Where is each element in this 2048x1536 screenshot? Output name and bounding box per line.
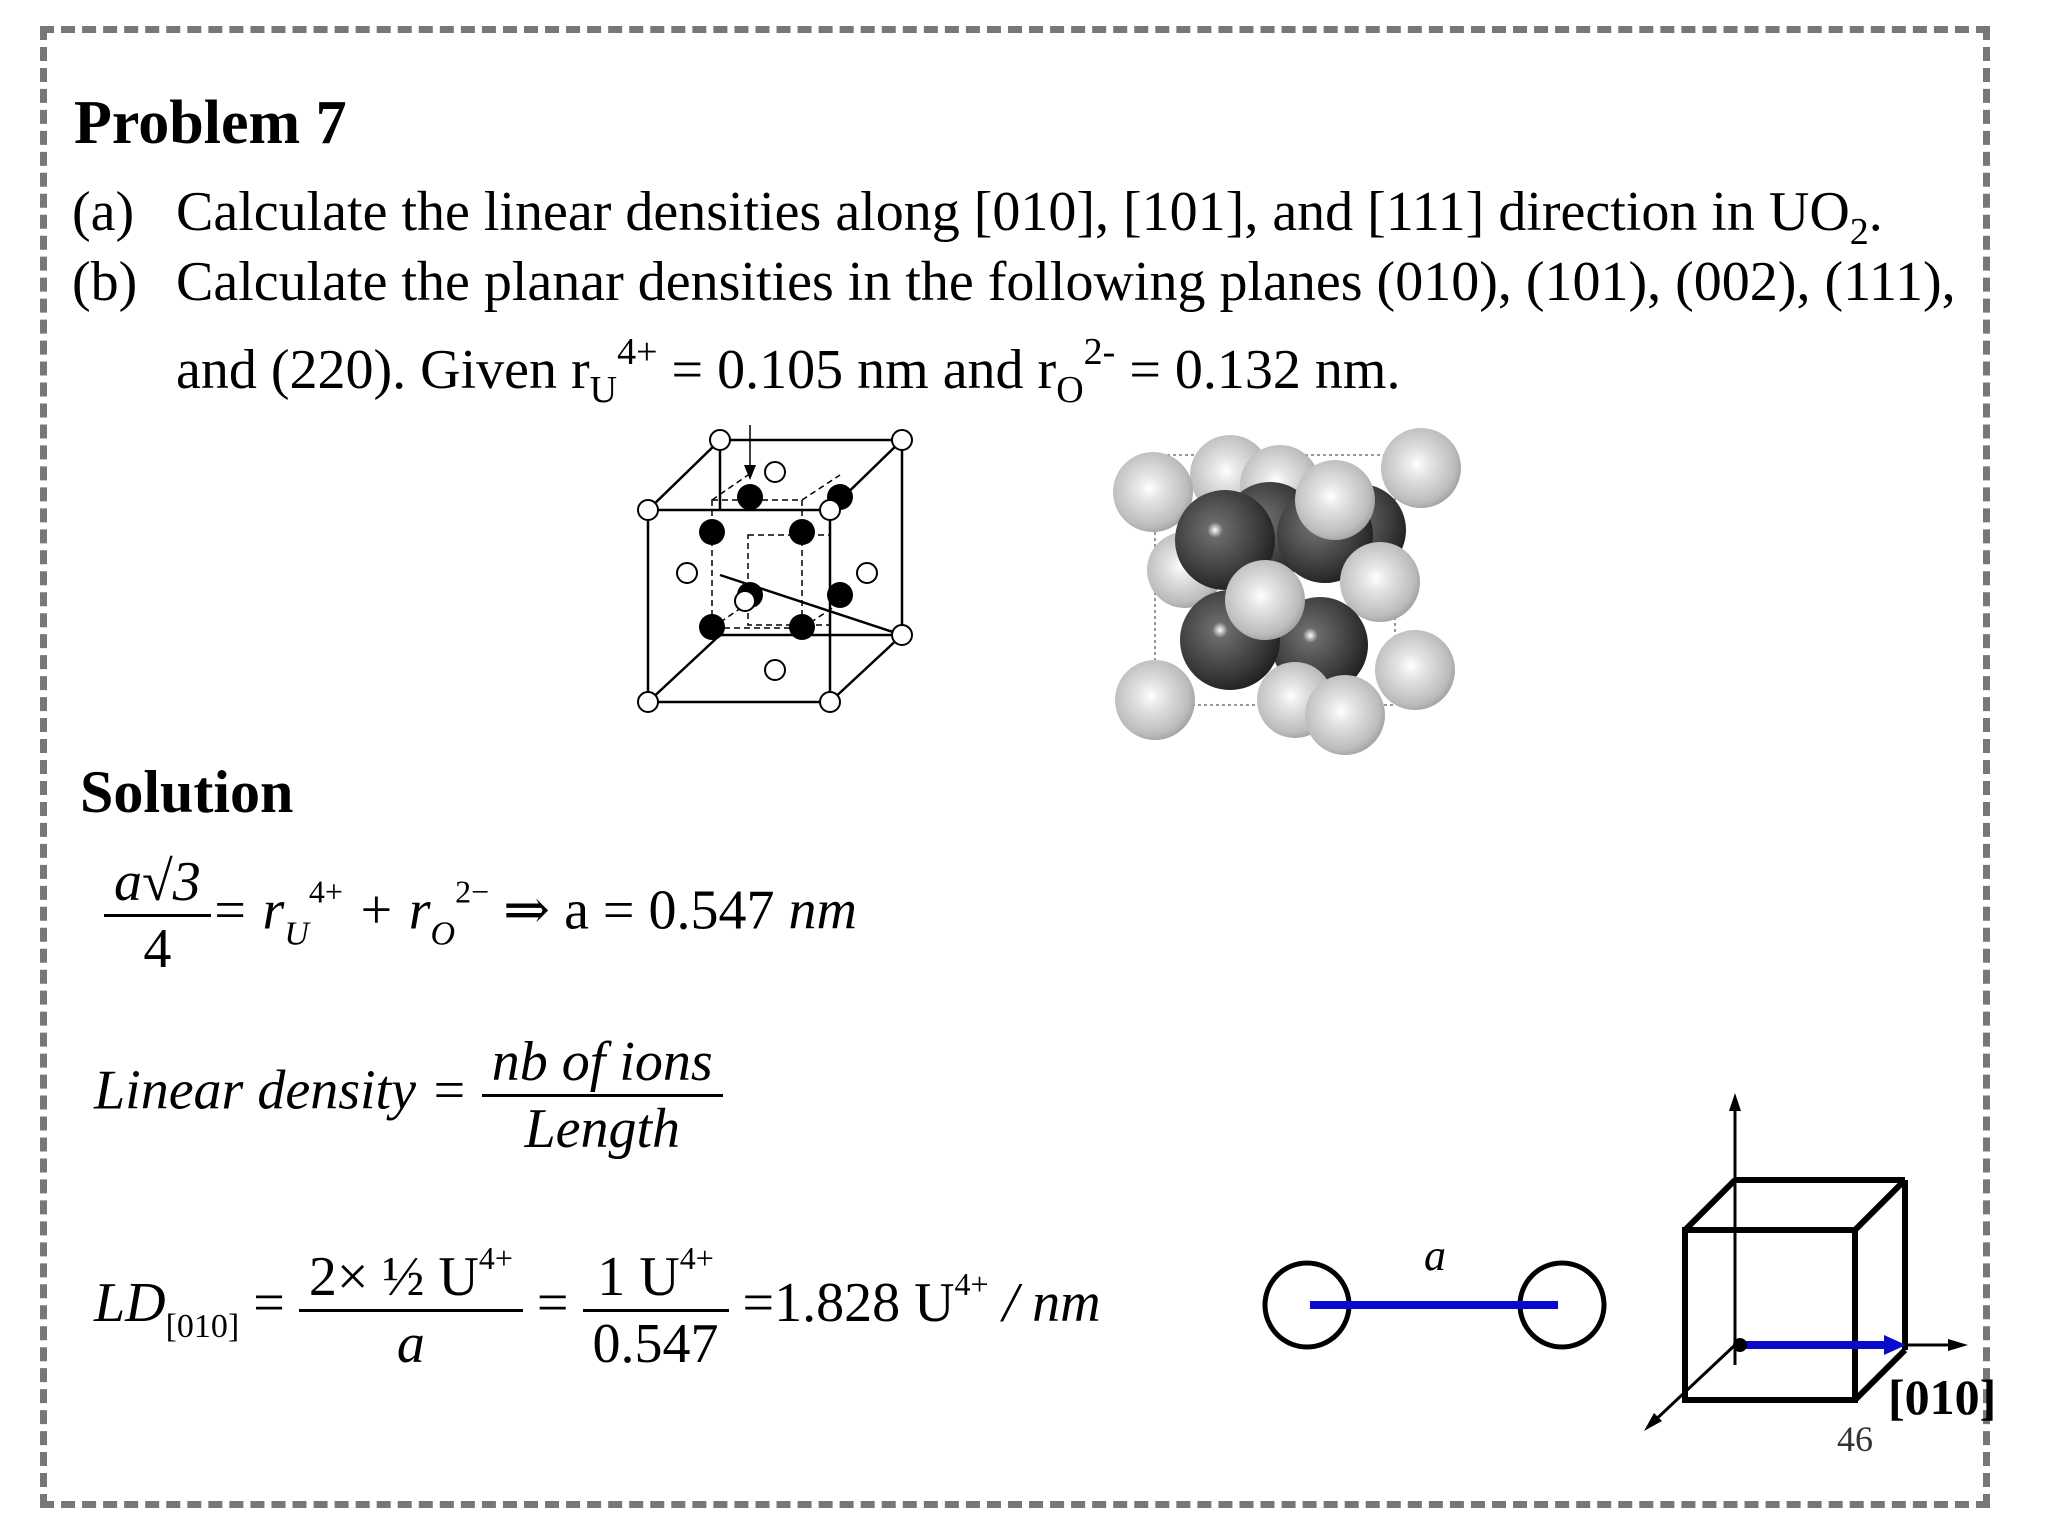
part-a-text: Calculate the linear densities along [010], [101], and [111] direction in $UO_2$.: [176, 181, 1883, 253]
uo2-space-filling-model: [1105, 400, 1465, 770]
part-a-label: (a): [72, 181, 135, 243]
part-b-text: Calculate the planar densities in the following planes (010), (101), (002), (111),: [176, 251, 1956, 313]
problem-title: Problem 7: [74, 89, 347, 157]
eq3-fraction-2: $\frac{1 U^{4+}}{0.547}$: [583, 1240, 729, 1376]
eq3-fraction-1: $\frac{2\times \frac{1}{2} U^{4+}}{a}$: [299, 1240, 523, 1376]
eq1-fraction: $\frac{a√3}{4}$: [104, 850, 211, 981]
direction-label: [010]: [1888, 1369, 1997, 1425]
page-number: 46: [1837, 1419, 1873, 1459]
linear-density-definition: Linear density = $\frac{\text{nb of ions}}{\text{Length}}$: [94, 1030, 723, 1161]
lattice-parameter-label: a: [1424, 1231, 1446, 1280]
part-b-label: (b): [72, 251, 138, 313]
ld-010-equation: $LD_{[010]}$ = $\frac{2\times \frac{1}{2} U^{4+}}{a}$ = $\frac{1 U^{4+}}{0.547}$ =1.828 $U^{4+}$ / nm: [94, 1240, 1101, 1375]
eq2-fraction: $\frac{\text{nb of ions}}{\text{Length}}$: [482, 1030, 723, 1161]
part-b-given-radii: and (220). Given $r_U^{4+} = 0.105$ nm and $r_O^{2-} = 0.132$ nm.: [176, 331, 1401, 411]
fluorite-cell-schematic: [630, 425, 930, 720]
lattice-parameter-equation: $\frac{a√3}{4}$ = $r_U^{4+} + r_O^{2-}$ ⇒ a = 0.547 nm: [104, 850, 857, 981]
solution-title: Solution: [80, 759, 294, 825]
